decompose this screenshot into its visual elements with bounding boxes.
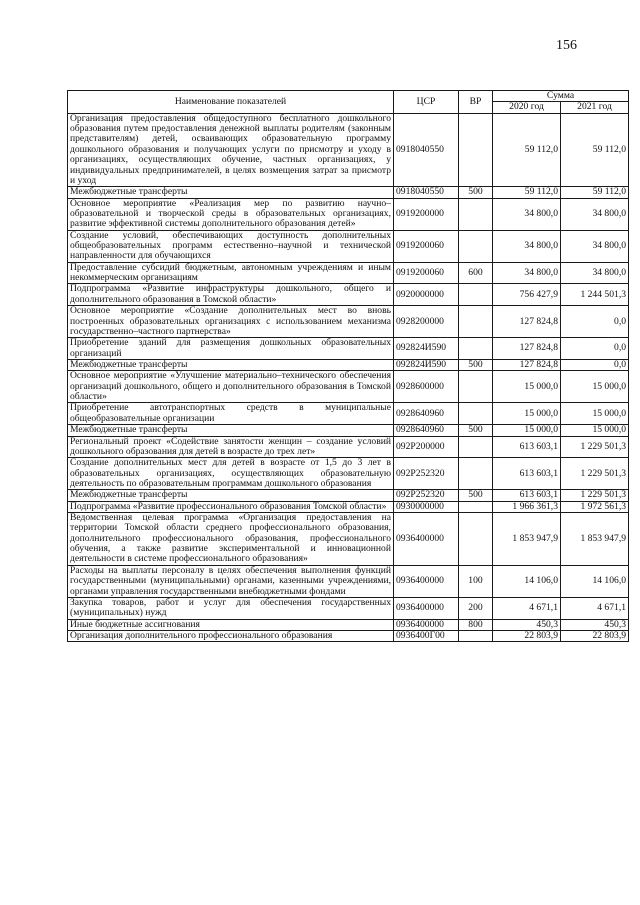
table-row xyxy=(68,371,629,403)
row-vr: 200 xyxy=(459,597,493,619)
row-csr: 0936400Г00 xyxy=(394,630,459,641)
row-name: Организация предоставления общедоступного бесплатного дошкольного образования путем предоставления денежной выплаты родителям (законным представителям) детей, осваивающих образовательную программу дошкольного образования и получающих услуги по присмотру и уходу в организациях, осуществляющих обучение, частных организациях, у индивидуальных предпринимателей, в целях возмещения затрат за присмотр и уход xyxy=(68,113,394,187)
page-number: 156 xyxy=(556,38,577,53)
table-row xyxy=(68,458,629,490)
row-name: Организация дополнительного профессионального образования xyxy=(68,630,394,641)
row-sum-2021: 1 244 501,3 xyxy=(561,284,629,306)
row-sum-2020: 127 824,8 xyxy=(493,338,561,360)
row-csr: 0919200060 xyxy=(394,230,459,262)
table-row xyxy=(68,306,629,338)
row-csr: 0930000000 xyxy=(394,501,459,512)
row-sum-2020: 4 671,1 xyxy=(493,597,561,619)
header-name: Наименование показателей xyxy=(68,91,394,114)
row-sum-2020: 127 824,8 xyxy=(493,306,561,338)
row-vr xyxy=(459,230,493,262)
row-csr: 0919200000 xyxy=(394,198,459,230)
row-name: Межбюджетные трансферты xyxy=(68,425,394,436)
row-name: Приобретение автотранспортных средств в муниципальные общеобразовательные организации xyxy=(68,403,394,425)
row-name: Предоставление субсидий бюджетным, автономным учреждениям и иным некоммерческим организациям xyxy=(68,262,394,284)
table-row xyxy=(68,359,629,370)
row-csr: 0936400000 xyxy=(394,597,459,619)
row-sum-2021: 450,3 xyxy=(561,619,629,630)
row-sum-2020: 34 800,0 xyxy=(493,198,561,230)
budget-table xyxy=(67,90,629,642)
row-sum-2021: 34 800,0 xyxy=(561,230,629,262)
row-sum-2020: 15 000,0 xyxy=(493,371,561,403)
row-csr: 092P200000 xyxy=(394,436,459,458)
row-csr: 0936400000 xyxy=(394,513,459,566)
table-row xyxy=(68,198,629,230)
row-vr: 500 xyxy=(459,490,493,501)
row-sum-2021: 34 800,0 xyxy=(561,198,629,230)
row-sum-2020: 613 603,1 xyxy=(493,490,561,501)
row-sum-2020: 14 106,0 xyxy=(493,565,561,597)
row-csr: 0919200060 xyxy=(394,262,459,284)
row-vr xyxy=(459,284,493,306)
row-name: Основное мероприятие «Улучшение материально–технического обеспечения организаций дошкольного, общего и дополнительного образования в Томской области» xyxy=(68,371,394,403)
row-sum-2020: 756 427,9 xyxy=(493,284,561,306)
row-sum-2021: 34 800,0 xyxy=(561,262,629,284)
row-sum-2021: 14 106,0 xyxy=(561,565,629,597)
row-sum-2021: 59 112,0 xyxy=(561,187,629,198)
row-sum-2020: 34 800,0 xyxy=(493,262,561,284)
table-row xyxy=(68,436,629,458)
header-vr: ВР xyxy=(459,91,493,114)
header-year-2021: 2021 год xyxy=(561,102,629,113)
row-vr: 500 xyxy=(459,359,493,370)
row-vr xyxy=(459,371,493,403)
row-sum-2020: 127 824,8 xyxy=(493,359,561,370)
row-name: Расходы на выплаты персоналу в целях обеспечения выполнения функций государственными (муниципальными) органами, казенными учреждениями, органами управления государственными внебюджетными фондами xyxy=(68,565,394,597)
row-sum-2020: 59 112,0 xyxy=(493,187,561,198)
table-row xyxy=(68,113,629,187)
row-vr: 500 xyxy=(459,187,493,198)
row-sum-2020: 59 112,0 xyxy=(493,113,561,187)
row-csr: 0928640960 xyxy=(394,425,459,436)
row-csr: 0928640960 xyxy=(394,403,459,425)
row-csr: 092824И590 xyxy=(394,359,459,370)
row-csr: 0928600000 xyxy=(394,371,459,403)
row-name: Межбюджетные трансферты xyxy=(68,187,394,198)
header-csr: ЦСР xyxy=(394,91,459,114)
row-name: Региональный проект «Содействие занятости женщин – создание условий дошкольного образования для детей в возрасте до трех лет» xyxy=(68,436,394,458)
table-body xyxy=(68,113,629,642)
row-name: Иные бюджетные ассигнования xyxy=(68,619,394,630)
row-name: Основное мероприятие «Реализация мер по развитию научно–образовательной и творческой среды в образовательных организациях, развитие эффективной системы дополнительного образования детей» xyxy=(68,198,394,230)
row-sum-2021: 15 000,0 xyxy=(561,371,629,403)
table-row xyxy=(68,230,629,262)
row-sum-2020: 613 603,1 xyxy=(493,436,561,458)
row-sum-2021: 59 112,0 xyxy=(561,113,629,187)
row-csr: 0918040550 xyxy=(394,187,459,198)
row-csr: 0936400000 xyxy=(394,565,459,597)
table-row xyxy=(68,597,629,619)
row-csr: 0920000000 xyxy=(394,284,459,306)
row-vr xyxy=(459,338,493,360)
table-row xyxy=(68,490,629,501)
row-csr: 0928200000 xyxy=(394,306,459,338)
row-csr: 0936400000 xyxy=(394,619,459,630)
row-vr: 600 xyxy=(459,262,493,284)
row-name: Создание дополнительных мест для детей в возрасте от 1,5 до 3 лет в образовательных организациях, осуществляющих образовательную деятельность по образовательным программам дошкольного образования xyxy=(68,458,394,490)
row-sum-2021: 15 000,0 xyxy=(561,403,629,425)
row-sum-2020: 22 803,9 xyxy=(493,630,561,641)
row-sum-2021: 1 229 501,3 xyxy=(561,436,629,458)
row-vr: 800 xyxy=(459,619,493,630)
table-row xyxy=(68,187,629,198)
row-name: Ведомственная целевая программа «Организация предоставления на территории Томской области среднего профессионального образования, дополнительного профессионального образования, профессионального обучения, а также развитие экспериментальной и инновационной деятельности в системе профессионального образования» xyxy=(68,513,394,566)
row-sum-2020: 1 853 947,9 xyxy=(493,513,561,566)
row-vr xyxy=(459,501,493,512)
table-row xyxy=(68,403,629,425)
row-sum-2020: 34 800,0 xyxy=(493,230,561,262)
row-sum-2021: 4 671,1 xyxy=(561,597,629,619)
row-sum-2021: 15 000,0 xyxy=(561,425,629,436)
row-vr xyxy=(459,436,493,458)
row-csr: 092824И590 xyxy=(394,338,459,360)
row-sum-2021: 0,0 xyxy=(561,338,629,360)
row-sum-2020: 15 000,0 xyxy=(493,425,561,436)
table-row xyxy=(68,262,629,284)
row-vr xyxy=(459,458,493,490)
row-sum-2020: 15 000,0 xyxy=(493,403,561,425)
row-sum-2021: 1 853 947,9 xyxy=(561,513,629,566)
row-sum-2021: 0,0 xyxy=(561,306,629,338)
row-sum-2020: 613 603,1 xyxy=(493,458,561,490)
row-csr: 092P252320 xyxy=(394,458,459,490)
row-vr xyxy=(459,198,493,230)
row-name: Межбюджетные трансферты xyxy=(68,490,394,501)
row-sum-2021: 1 229 501,3 xyxy=(561,458,629,490)
row-vr xyxy=(459,513,493,566)
table-row xyxy=(68,619,629,630)
row-name: Подпрограмма «Развитие профессионального образования Томской области» xyxy=(68,501,394,512)
row-name: Создание условий, обеспечивающих доступность дополнительных общеобразовательных программ естественно–научной и технической направленности для обучающихся xyxy=(68,230,394,262)
row-vr: 500 xyxy=(459,425,493,436)
row-vr xyxy=(459,113,493,187)
row-name: Закупка товаров, работ и услуг для обеспечения государственных (муниципальных) нужд xyxy=(68,597,394,619)
table-header xyxy=(68,91,629,114)
table-row xyxy=(68,425,629,436)
table-row xyxy=(68,284,629,306)
row-vr xyxy=(459,403,493,425)
row-vr: 100 xyxy=(459,565,493,597)
row-vr xyxy=(459,630,493,641)
header-year-2020: 2020 год xyxy=(493,102,561,113)
row-csr: 0918040550 xyxy=(394,113,459,187)
table-row xyxy=(68,513,629,566)
row-sum-2021: 22 803,9 xyxy=(561,630,629,641)
row-name: Основное мероприятие «Создание дополнительных мест во вновь построенных образовательных организациях с использованием механизма государственно–частного партнерства» xyxy=(68,306,394,338)
header-sum: Сумма xyxy=(493,91,629,102)
row-csr: 092P252320 xyxy=(394,490,459,501)
table-row xyxy=(68,630,629,641)
row-sum-2020: 1 966 361,3 xyxy=(493,501,561,512)
table-row xyxy=(68,501,629,512)
row-name: Межбюджетные трансферты xyxy=(68,359,394,370)
table-row xyxy=(68,565,629,597)
row-vr xyxy=(459,306,493,338)
row-sum-2021: 0,0 xyxy=(561,359,629,370)
row-name: Приобретение зданий для размещения дошкольных образовательных организаций xyxy=(68,338,394,360)
row-sum-2021: 1 229 501,3 xyxy=(561,490,629,501)
table-row xyxy=(68,338,629,360)
row-sum-2021: 1 972 561,3 xyxy=(561,501,629,512)
row-sum-2020: 450,3 xyxy=(493,619,561,630)
row-name: Подпрограмма «Развитие инфраструктуры дошкольного, общего и дополнительного образования в Томской области» xyxy=(68,284,394,306)
